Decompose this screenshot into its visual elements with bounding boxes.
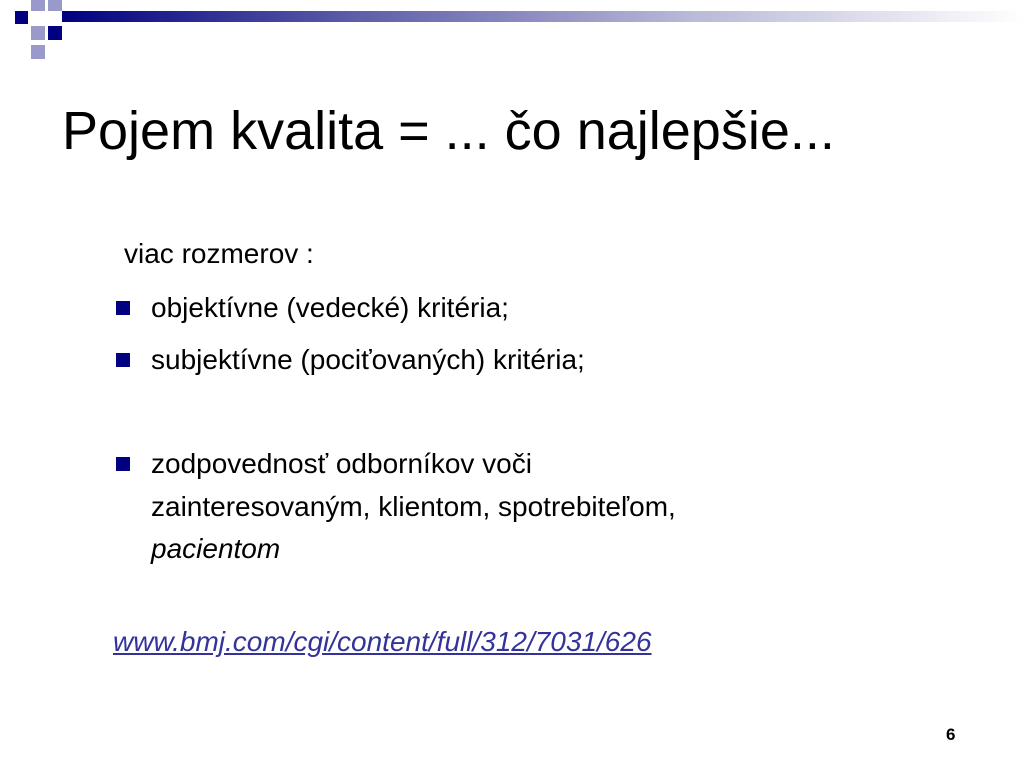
bullet-text-line: pacientom [151, 533, 281, 564]
deco-square-light [48, 0, 62, 11]
slide-title: Pojem kvalita = ... čo najlepšie... [62, 101, 835, 161]
deco-square-dark [15, 11, 28, 24]
bullet-text-line: zainteresovaným, klientom, spotrebiteľom, [151, 491, 676, 522]
deco-square-light [31, 0, 45, 11]
header-gradient-bar [62, 11, 1024, 22]
slide-decoration [0, 0, 1024, 70]
bullet-square-icon [116, 457, 130, 471]
intro-text: viac rozmerov : [124, 238, 314, 269]
page-number: 6 [946, 725, 956, 744]
deco-square-light [31, 45, 45, 59]
bullet-square-icon [116, 301, 130, 315]
deco-square-light [31, 26, 45, 40]
bullet-text: subjektívne (pociťovaných) kritéria; [151, 344, 585, 375]
bullet-text: objektívne (vedecké) kritéria; [151, 292, 509, 323]
bullet-square-icon [116, 353, 130, 367]
reference-link[interactable]: www.bmj.com/cgi/content/full/312/7031/626 [113, 626, 652, 657]
bullet-text-line: zodpovednosť odborníkov voči [151, 448, 532, 479]
deco-square-dark [48, 26, 62, 40]
